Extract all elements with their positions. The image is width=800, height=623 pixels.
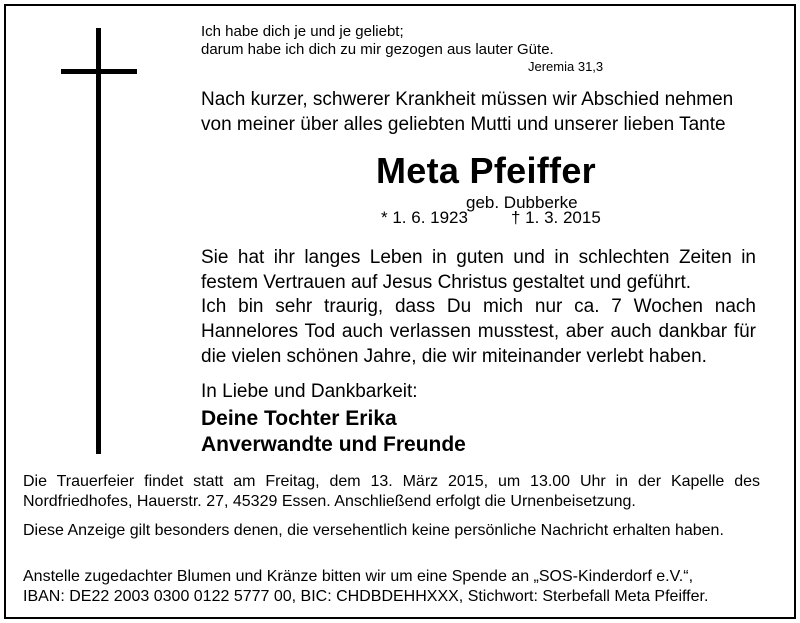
bible-verse-reference: Jeremia 31,3 (528, 59, 604, 74)
paragraph-grief: Ich bin sehr traurig, dass Du mich nur ca. 7 Wochen nach Hannelores Tod auch verlassen musstest, aber auch dankbar für die vielen schönen Jahre, die wir miteinander verlebt haben. (201, 296, 756, 367)
paragraph-life: Sie hat ihr langes Leben in guten und in schlechten Zeiten in festem Vertrauen auf Jesus Christus gestaltet und geführt. (201, 247, 756, 293)
intro-line-1: Nach kurzer, schwerer Krankheit müssen wir Abschied nehmen (201, 89, 734, 110)
cross-icon (96, 28, 101, 454)
closing-phrase: In Liebe und Dankbarkeit: (201, 381, 418, 402)
death-date: † 1. 3. 2015 (511, 208, 601, 227)
intro-line-2: von meiner über alles geliebten Mutti und unserer lieben Tante (201, 114, 726, 135)
signature-daughter: Deine Tochter Erika (201, 407, 397, 430)
birth-name: geb. Dubberke (466, 193, 578, 212)
funeral-service-info: Die Trauerfeier findet statt am Freitag, dem 13. März 2015, um 13.00 Uhr in der Kapelle des Nordfriedhofes, Hauerstr. 27, 45329 Essen. Anschließend erfolgt die Urnenbeisetzung. (23, 473, 760, 510)
donation-info-line-1: Anstelle zugedachter Blumen und Kränze bitten wir um eine Spende an „SOS-Kinderdorf e.V.“, (23, 568, 694, 585)
personal-notice-info: Diese Anzeige gilt besonders denen, die versehentlich keine persönliche Nachricht erhalten haben. (23, 522, 724, 539)
birth-date: * 1. 6. 1923 (381, 208, 468, 227)
deceased-name: Meta Pfeiffer (376, 150, 596, 191)
donation-info-line-2: IBAN: DE22 2003 0300 0122 5777 00, BIC: CHDBDEHHXXX, Stichwort: Sterbefall Meta Pfeiffer. (23, 588, 709, 605)
signature-relatives: Anverwandte und Freunde (201, 433, 466, 456)
bible-verse-line-1: Ich habe dich je und je geliebt; (201, 23, 404, 40)
bible-verse-line-2: darum habe ich dich zu mir gezogen aus lauter Güte. (201, 41, 554, 58)
cross-icon-bar (61, 69, 137, 74)
